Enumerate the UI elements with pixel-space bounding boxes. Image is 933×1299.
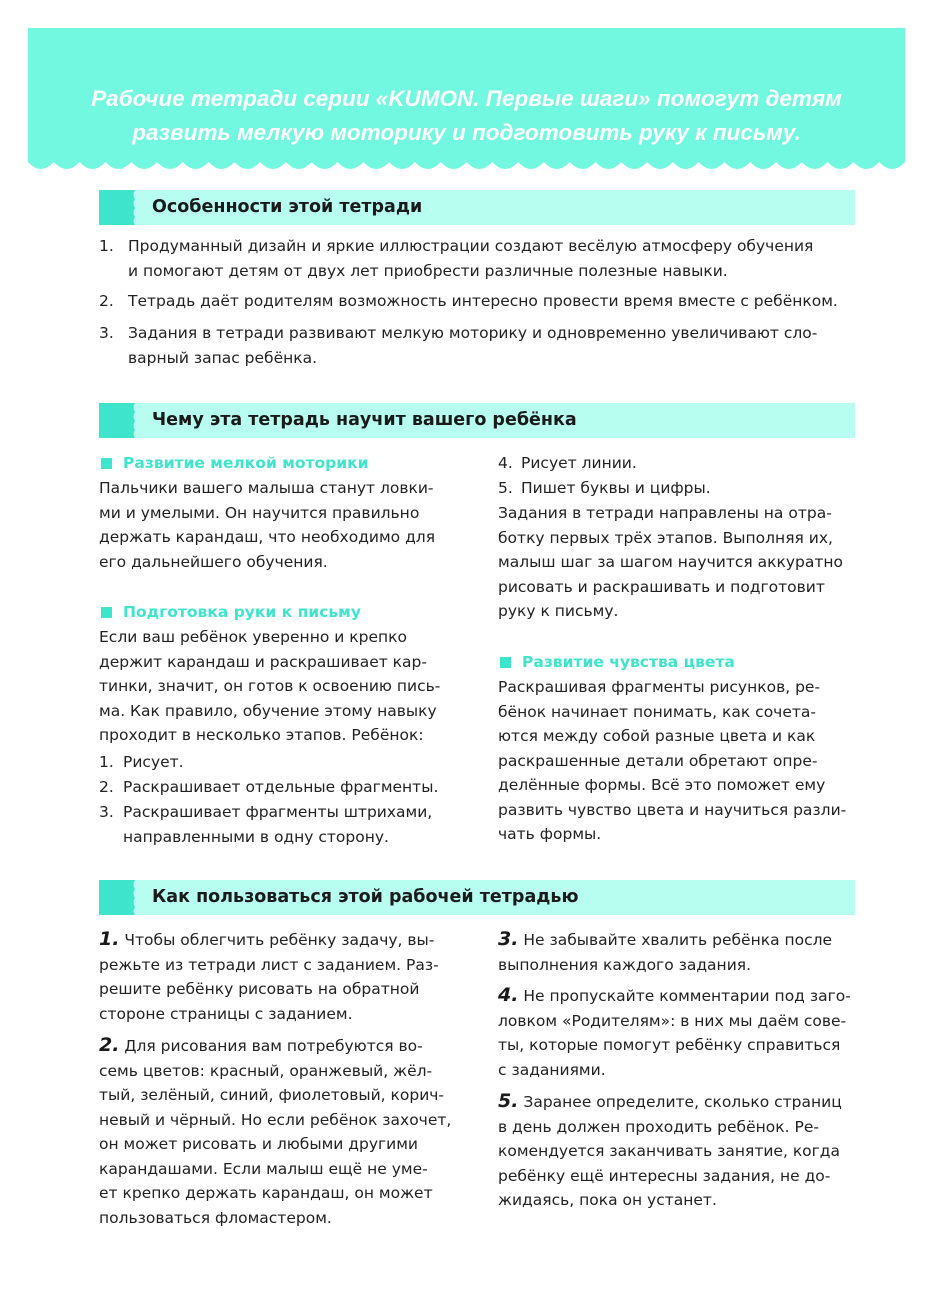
subsection-title-hand: Подготовка руки к письму [123, 603, 361, 621]
tip-line: выполнения каждого задания. [498, 955, 752, 974]
heading-tab-marker [99, 403, 139, 438]
section-heading-text: Как пользоваться этой рабочей тетрадью [152, 887, 579, 907]
tip-line: карандашами. Если малыш ещё не уме- [99, 1159, 428, 1178]
subsection-title-motor: Развитие мелкой моторики [123, 454, 369, 472]
text-line: ются между собой разные цвета и как [498, 727, 816, 745]
tip-line: семь цветов: красный, оранжевый, жёл- [99, 1061, 433, 1080]
text-line [498, 927, 855, 953]
tip-line: стороне страницы с заданием. [99, 1004, 353, 1023]
text-line: малыш шаг за шагом научится аккуратно [498, 553, 844, 571]
feature-line: варный запас ребёнка. [128, 348, 318, 367]
text-line: ма. Как правило, обучение этому навыку [99, 701, 437, 720]
text-line [99, 927, 456, 953]
text-line: ми и умелыми. Он научится правильно [99, 503, 420, 522]
text-line: Раскрашивая фрагменты рисунков, ре- [498, 678, 821, 696]
tip-number: 3. [498, 928, 519, 950]
tip-number: 5. [498, 1090, 519, 1112]
section-heading-text: Чему эта тетрадь научит вашего ребёнка [152, 410, 577, 430]
feature-item [128, 289, 855, 314]
tip-line: ет крепко держать карандаш, он может [99, 1184, 433, 1202]
step-text: Рисует. [123, 753, 184, 771]
tip-item [498, 927, 855, 977]
tip-line: Заранее определите, сколько страниц [523, 1093, 842, 1111]
feature-line: и помогают детям от двух лет приобрести различные полезные навыки. [128, 261, 728, 280]
step-number: 5. [498, 479, 513, 497]
tip-number: 1. [99, 928, 120, 950]
tip-line: ловком «Родителям»: в них мы даём сове- [498, 1011, 847, 1030]
text-line: рисовать и раскрашивать и подготовит [498, 577, 825, 596]
tip-line: комендуется заканчивать занятие, когда [498, 1142, 841, 1160]
text-line: держать карандаш, что необходимо для [99, 528, 436, 546]
text-line: руку к письму. [498, 602, 619, 620]
text-line: чать формы. [498, 825, 602, 843]
heading-tab-marker [99, 880, 139, 915]
step-text: Раскрашивает отдельные фрагменты. [123, 778, 439, 796]
tip-line: жидаясь, пока он устанет. [498, 1191, 717, 1209]
bullet-square-icon [101, 458, 112, 469]
text-line: делённые формы. Всё это поможет ему [498, 776, 826, 794]
feature-number: 3. [99, 324, 114, 342]
motor-paragraph [99, 476, 456, 574]
tip-line: невый и чёрный. Но если ребёнок захочет, [99, 1110, 452, 1129]
tip-item [498, 983, 855, 1082]
text-line: тинки, значит, он готов к освоению пись- [99, 677, 441, 695]
tip-number: 2. [99, 1034, 120, 1056]
text-line: держит карандаш и раскрашивает кар- [99, 652, 427, 671]
step-number: 1. [99, 753, 114, 771]
tip-line: Для рисования вам потребуются во- [124, 1037, 423, 1055]
bullet-square-icon [500, 657, 511, 668]
tip-item [99, 927, 456, 1026]
step-number: 2. [99, 778, 114, 796]
section-heading-skills [99, 403, 855, 438]
tip-line: пользоваться фломастером. [99, 1208, 332, 1227]
text-line: развить чувство цвета и научиться разли- [498, 800, 847, 819]
feature-item [128, 234, 855, 283]
text-line: его дальнейшего обучения. [99, 552, 328, 571]
text-line [498, 1089, 855, 1115]
section-heading-usage [99, 880, 855, 915]
color-paragraph [498, 675, 855, 847]
tip-line: с заданиями. [498, 1060, 606, 1079]
feature-line: Продуманный дизайн и яркие иллюстрации создают весёлую атмосферу обучения [128, 237, 814, 255]
text-line: Если ваш ребёнок уверенно и крепко [99, 628, 407, 646]
feature-number: 2. [99, 292, 114, 310]
text-line: Пальчики вашего малыша станут ловки- [99, 479, 434, 497]
step-text: Рисует линии. [521, 454, 637, 472]
banner-wave-edge [28, 150, 905, 178]
feature-line: Тетрадь даёт родителям возможность интересно провести время вместе с ребёнком. [128, 292, 838, 310]
hand-after-paragraph [498, 501, 855, 624]
bullet-square-icon [101, 607, 112, 618]
heading-tab-marker [99, 190, 139, 225]
step-number: 4. [498, 454, 513, 472]
text-line: бёнок начинает понимать, как сочета- [498, 702, 816, 721]
tip-line: он может рисовать и любыми другими [99, 1135, 418, 1153]
banner-title-line2: развить мелкую моторику и подготовить руку к письму. [132, 120, 801, 145]
feature-item [128, 321, 855, 370]
section-heading-features [99, 190, 855, 225]
tip-line: Не пропускайте комментарии под заго- [523, 987, 851, 1005]
text-line: раскрашенные детали обретают опре- [498, 751, 818, 770]
banner-title [28, 82, 905, 150]
step-number: 3. [99, 803, 114, 821]
feature-line: Задания в тетради развивают мелкую моторику и одновременно увеличивают сло- [128, 324, 818, 342]
text-line [99, 1033, 456, 1059]
tip-line: решите ребёнку рисовать на обратной [99, 980, 420, 998]
tip-line: ты, которые помогут ребёнку справиться [498, 1036, 841, 1054]
tip-number: 4. [498, 984, 519, 1006]
text-line [498, 983, 855, 1009]
tip-line: Чтобы облегчить ребёнку задачу, вы- [124, 931, 435, 949]
hand-paragraph [99, 625, 456, 748]
tip-line: ребёнку ещё интересны задания, не до- [498, 1166, 831, 1185]
subsection-title-color: Развитие чувства цвета [522, 653, 735, 671]
text-line: проходит в несколько этапов. Ребёнок: [99, 726, 424, 744]
text-line: Раскрашивает фрагменты штрихами, [123, 803, 433, 821]
step-text: Пишет буквы и цифры. [521, 479, 711, 497]
tip-line: в день должен проходить ребёнок. Ре- [498, 1117, 819, 1136]
text-line: ботку первых трёх этапов. Выполняя их, [498, 528, 833, 547]
tip-item [498, 1089, 855, 1213]
tip-item [99, 1033, 456, 1230]
feature-number: 1. [99, 237, 114, 255]
text-line: направленными в одну сторону. [123, 827, 389, 846]
banner-title-line1: Рабочие тетради серии «KUMON. Первые шаги» помогут детям [91, 86, 842, 111]
step-text [123, 800, 456, 849]
tip-line: режьте из тетради лист с заданием. Раз- [99, 955, 439, 974]
tip-line: Не забывайте хвалить ребёнка после [523, 931, 833, 949]
section-heading-text: Особенности этой тетради [152, 197, 423, 217]
text-line: Задания в тетради направлены на отра- [498, 504, 832, 522]
tip-line: тый, зелёный, синий, фиолетовый, корич- [99, 1086, 445, 1104]
